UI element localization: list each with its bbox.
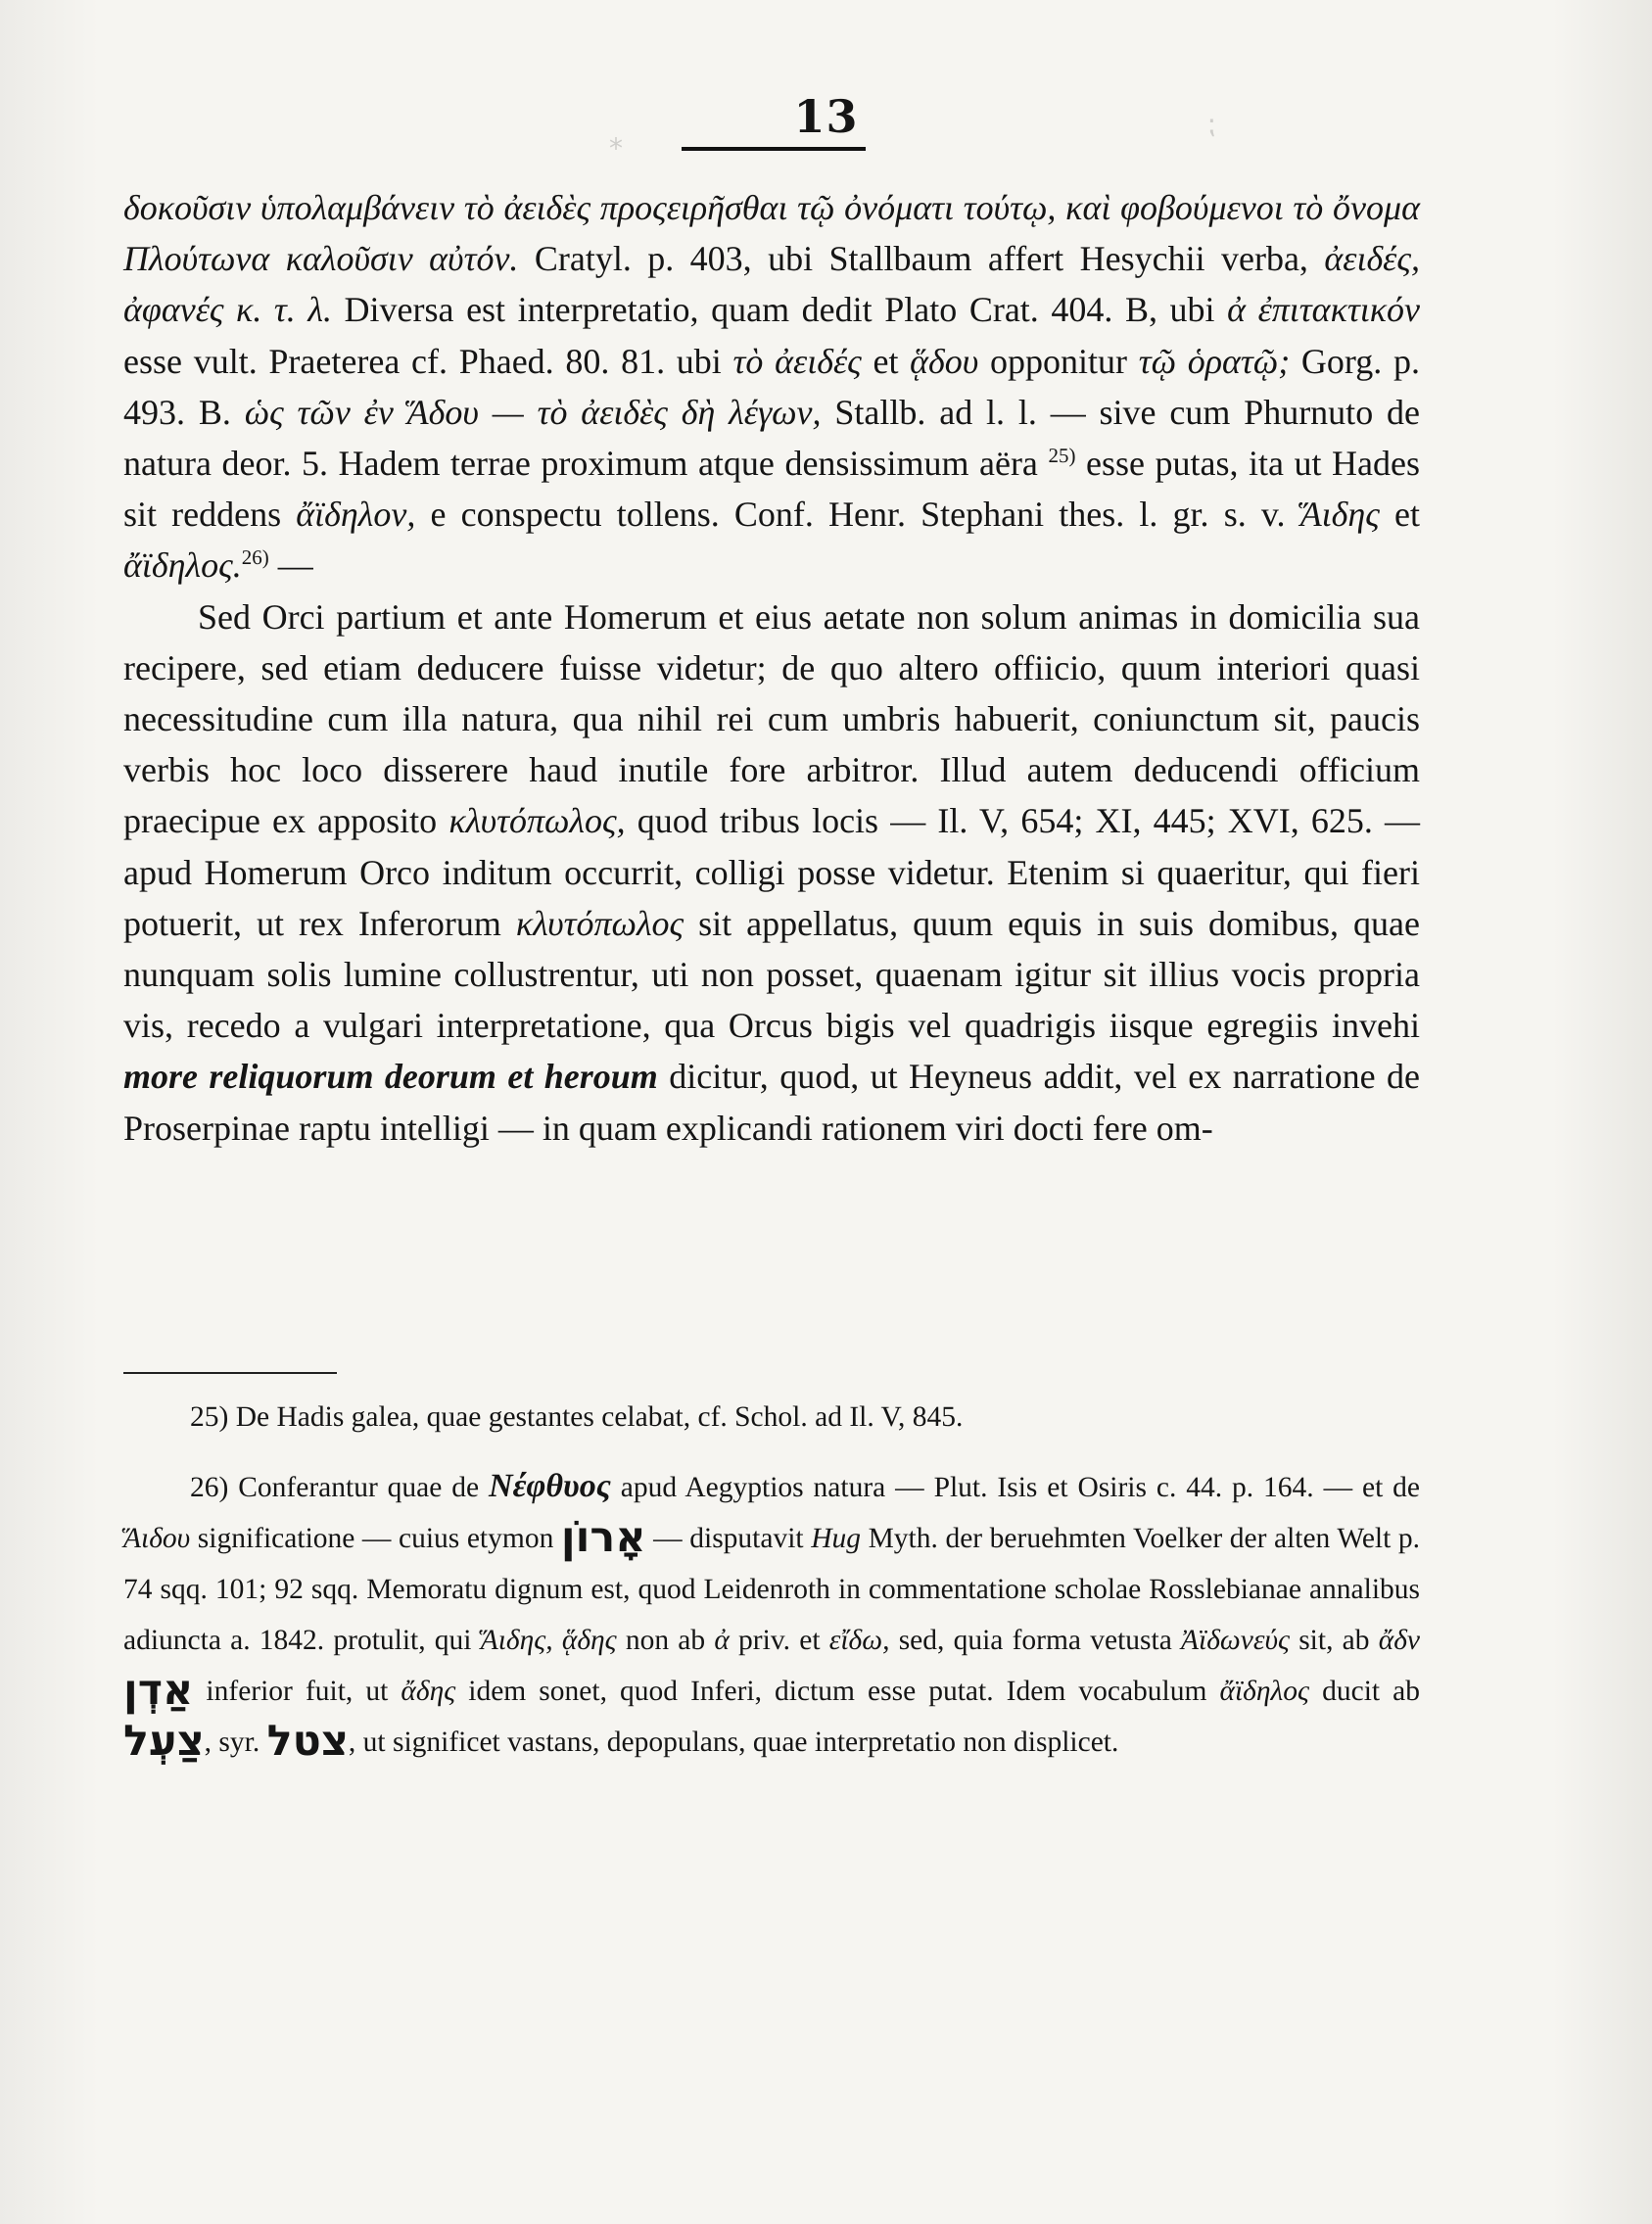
footnote-text: Conferantur quae de bbox=[228, 1472, 490, 1503]
greek-word: κλυτόπωλος bbox=[515, 903, 684, 943]
footnote-text: idem sonet, quod Inferi, dictum esse putat. Idem vocabulum bbox=[455, 1676, 1220, 1707]
body-text: Sed Orci partium et ante Homerum et eius aetate non solum animas in domicilia sua recipere, sed etiam deducere fuisse videtur; de quo altero offiicio, quum interiori quasi necessitudine cum illa natura, qua nihil rei cum umbris habuerit, coniunctum sit, paucis verbis hoc loco disserere haud inutile fore arbitror. Illud autem deducendi officium praecipue ex apposito bbox=[123, 596, 1420, 841]
footnote-text: apud Aegyptios natura — Plut. Isis et Osiris c. 44. p. 164. — et de bbox=[610, 1472, 1421, 1503]
footnote-text: priv. et bbox=[729, 1625, 829, 1656]
greek-quotation: τὸ ἀειδές bbox=[732, 341, 862, 381]
greek-quotation: ᾅδου bbox=[910, 341, 979, 381]
greek-quotation: ἄϊδηλον, bbox=[296, 495, 416, 535]
footnote-text: , syr. bbox=[204, 1727, 267, 1758]
body-text: Diversa est interpretatio, quam dedit Plato Crat. 404. B, ubi bbox=[331, 290, 1228, 330]
greek-quotation: ὡς τῶν ἐν Ἅδου — τὸ ἀειδὲς δὴ λέγων, bbox=[244, 392, 822, 432]
footnote-text: significatione — cuius etymon bbox=[190, 1523, 561, 1554]
greek-word: ἄϊδηλος bbox=[1219, 1676, 1310, 1707]
footnote-text: , ut significet vastans, depopulans, quae interpretatio non displicet. bbox=[348, 1727, 1119, 1758]
greek-word: Ἅιδου bbox=[123, 1523, 191, 1554]
body-text: esse putas, ita ut Hades sit reddens bbox=[123, 444, 1420, 535]
paragraph-2 bbox=[123, 591, 1420, 1154]
greek-quotation: ἀειδές, ἀφανές κ. τ. λ. bbox=[123, 239, 1420, 330]
greek-word: ἀ bbox=[714, 1625, 730, 1656]
footnotes bbox=[123, 1394, 1420, 1768]
footnote-26 bbox=[123, 1461, 1420, 1768]
greek-quotation: δοκοῦσιν ὑπολαμβάνειν τὸ ἀειδὲς προςειρῆσθαι τῷ ὀνόματι τούτῳ, καὶ φοβούμενοι τὸ ὄνομα Πλούτωνα καλοῦσιν αὐτόν. bbox=[123, 188, 1420, 279]
footnote-text: sed, quia forma vetusta bbox=[889, 1625, 1181, 1656]
footnote-text: Myth. der beruehmten Voelker der alten Welt p. 74 sqq. 101; 92 sqq. Memoratu dignum est, quod Leidenroth in commentatione scholae Rosslebianae annalibus adiuncta a. 1842. protulit, qui bbox=[123, 1523, 1420, 1656]
body-text: quod tribus locis — Il. V, 654; XI, 445; XVI, 625. — apud Homerum Orco inditum occurrit, colligi posse videtur. Etenim si quaeritur, qui fieri potuerit, ut rex Inferorum bbox=[123, 801, 1421, 943]
body-text: esse vult. Praeterea cf. Phaed. 80. 81. ubi bbox=[123, 341, 733, 381]
emphasized-phrase: more reliquorum deorum et heroum bbox=[123, 1057, 658, 1097]
body-text: opponitur bbox=[978, 341, 1139, 381]
greek-word: Νέφθυος bbox=[489, 1468, 611, 1504]
hebrew-word: צַעְל bbox=[123, 1717, 205, 1766]
greek-quotation: τῷ ὁρατῷ; bbox=[1138, 341, 1291, 381]
page-number-rule bbox=[682, 147, 866, 151]
greek-word: κλυτόπωλος, bbox=[448, 801, 626, 841]
main-text bbox=[123, 182, 1420, 1154]
body-text: Stallb. ad l. l. — sive cum Phurnuto de natura deor. 5. Hadem terrae proximum atque densissimum aëra bbox=[123, 392, 1421, 484]
footnote-text: inferior fuit, ut bbox=[193, 1676, 401, 1707]
body-text: e conspectu tollens. Conf. Henr. Stephani thes. l. gr. s. v. bbox=[415, 495, 1300, 535]
page-number: 13 bbox=[793, 90, 859, 143]
greek-quotation: Ἅιδης bbox=[1299, 495, 1380, 535]
body-text: Cratyl. p. 403, ubi Stallbaum affert Hesychii verba, bbox=[518, 239, 1325, 279]
greek-word: εἴδω, bbox=[828, 1625, 890, 1656]
body-text: et bbox=[861, 341, 911, 381]
greek-word: Ἀϊδωνεύς bbox=[1181, 1625, 1290, 1656]
body-text: Gorg. p. 493. B. bbox=[123, 341, 1420, 432]
footnote-text: — disputavit bbox=[645, 1523, 812, 1554]
footnote-reference: 26) bbox=[241, 545, 269, 570]
body-text: — bbox=[268, 545, 313, 586]
body-text: et bbox=[1379, 495, 1421, 535]
body-text: dicitur, quod, ut Heyneus addit, vel ex narratione de Proserpinae raptu intelligi — in quam explicandi rationem viri docti fere om- bbox=[123, 1057, 1421, 1148]
footnote-text: non ab bbox=[616, 1625, 715, 1656]
faint-page-speck: ⁏ bbox=[1206, 110, 1216, 140]
footnote-25 bbox=[123, 1394, 1420, 1442]
greek-quotation: ἄϊδηλος. bbox=[123, 545, 242, 586]
footnote-text: De Hadis galea, quae gestantes celabat, cf. Schol. ad Il. V, 845. bbox=[228, 1401, 964, 1433]
hebrew-word: אָרוֹן bbox=[560, 1513, 646, 1562]
greek-word: Ἅιδης, ᾅδης bbox=[480, 1625, 617, 1656]
footnote-rule bbox=[123, 1372, 337, 1374]
hebrew-word: צטל bbox=[266, 1717, 349, 1766]
greek-quotation: ἀ ἐπιτακτικόν bbox=[1227, 290, 1421, 330]
greek-word: ἄδης bbox=[401, 1676, 456, 1707]
hebrew-word: אַדְן bbox=[123, 1666, 194, 1715]
footnote-reference: 25) bbox=[1048, 444, 1076, 468]
body-text: sit appellatus, quum equis in suis domibus, quae nunquam solis lumine collustrentur, uti non posset, quaenam igitur sit illius vocis propria vis, recedo a vulgari interpretatione, qua Orcus bigis vel quadrigis iisque egregiis invehi bbox=[123, 903, 1421, 1046]
faint-page-speck: ⁎ bbox=[609, 125, 623, 156]
footnote-text: ducit ab bbox=[1309, 1676, 1420, 1707]
greek-word: ἄδν bbox=[1378, 1625, 1420, 1656]
author-name: Hug bbox=[811, 1523, 861, 1554]
footnote-text: sit, ab bbox=[1290, 1625, 1379, 1656]
footnote-number: 26) bbox=[190, 1472, 229, 1503]
footnote-number: 25) bbox=[190, 1401, 229, 1433]
paragraph-1 bbox=[123, 182, 1420, 591]
